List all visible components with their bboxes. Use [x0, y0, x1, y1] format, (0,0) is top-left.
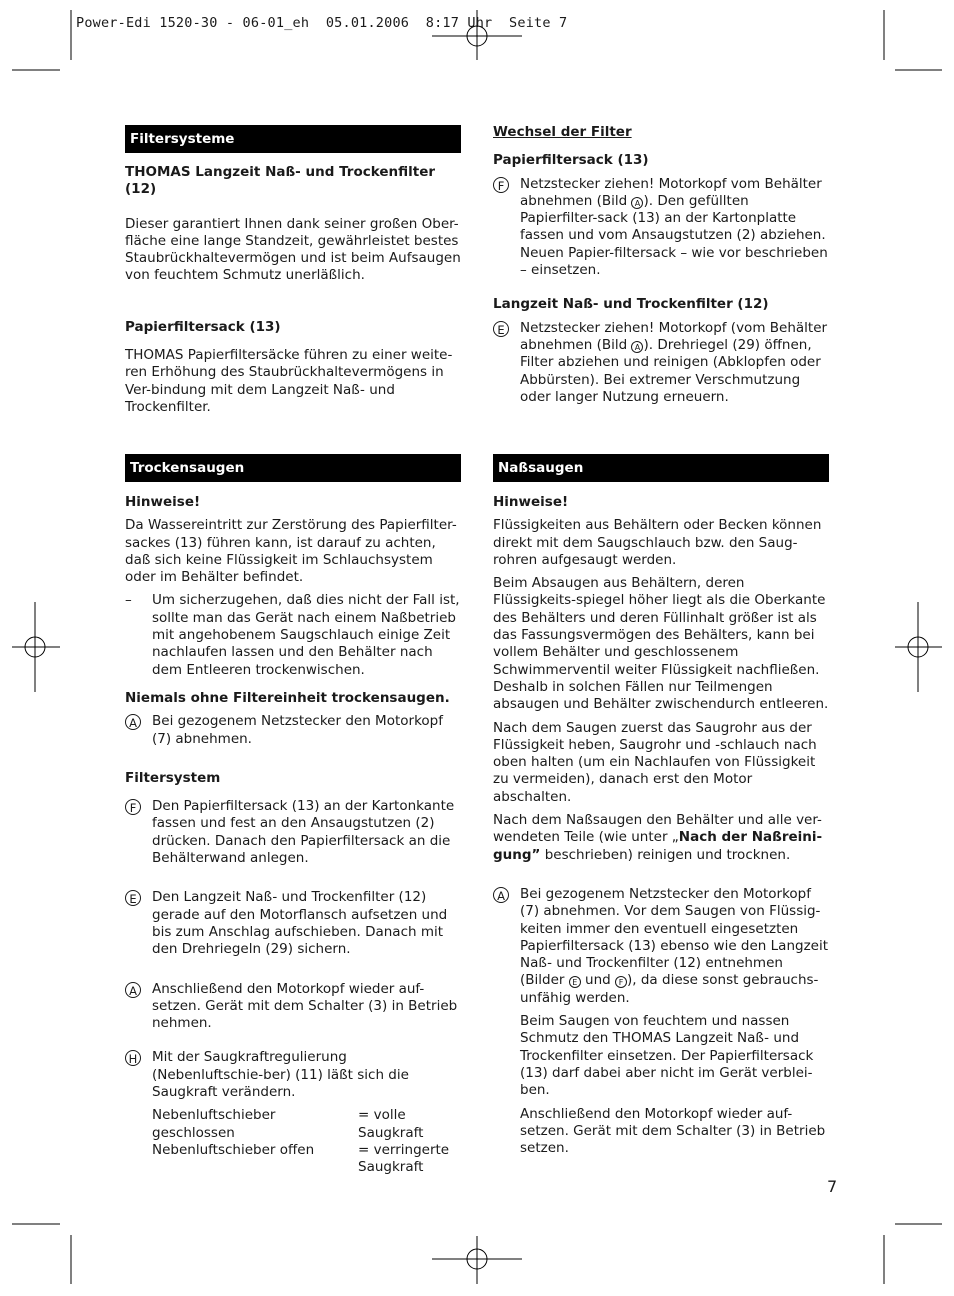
step-text: Mit der Saugkraftregulierung (Nebenluftschie-ber) (11) läßt sich die Saugkraft verändern. [152, 1049, 409, 1101]
step-text: ). Drehriegel (29) öffnen, Filter abziehen und reinigen (Abklopfen oder Abbürsten). Bei extremer Verschmutzung oder langer Nutzung erneuern. [520, 336, 821, 405]
step-text: ), da diese sonst gebrauchs-unfähig werden. [520, 972, 819, 1006]
table-row [152, 1142, 461, 1177]
figure-ref-a: A [125, 714, 141, 730]
paragraph-bold-ref: Nach der Naßreini-gung” [493, 829, 823, 863]
paragraph-text: beschrieben) reinigen und trocknen. [540, 846, 791, 863]
trockensaugen-section [125, 454, 461, 1177]
step-f-papierfiltersack [493, 176, 829, 280]
section-bar-trockensaugen: Trockensaugen [125, 454, 461, 482]
figure-ref-e-inline: E [569, 976, 581, 988]
step-a-motorkopf-abnehmen [125, 713, 461, 748]
heading-langzeit-filter: THOMAS Langzeit Naß- und Trockenfilter (12) [125, 164, 436, 198]
saugkraft-table [152, 1107, 461, 1176]
table-value: = verringerte Saugkraft [358, 1141, 450, 1176]
paragraph-absaugen: Beim Absaugen aus Behältern, deren Flüssigkeits-spiegel höher liegt als die Oberkante des Behälters und deren Füllinhalt größer ist als das Fassungsvermögen des Behälters, kann bei vollem Behälter und geschlossenem Schwimmerventil weiter Flüssigkeit nachfließen. Deshalb in solchen Fällen nur Teilmengen absaugen und Behälter zwischendurch entleeren. [493, 575, 829, 713]
step-a-motorkopf-aufsetzen [125, 981, 461, 1033]
step-f-papierfiltersack-einsetzen [125, 798, 461, 867]
paragraph-feuchter-schmutz: Beim Saugen von feuchtem und nassen Schmutz den THOMAS Langzeit Naß- und Trockenfilter einsetzen. Der Papierfiltersack (13) darf dabei aber nicht im Gerät verblei-ben. [520, 1013, 814, 1099]
paragraph-reinigen [493, 812, 829, 864]
step-text: Bei gezogenem Netzstecker den Motorkopf (7) abnehmen. Vor dem Saugen von Flüssig-keiten immer den eventuell eingesetzten Papierfiltersack (13) ebenso wie den Langzeit Naß- und Trockenfilter (12) entnehmen (Bilder [520, 885, 829, 989]
page-number: 7 [827, 1177, 838, 1196]
figure-ref-f: F [493, 177, 509, 193]
table-label: Nebenluftschieber geschlossen [152, 1107, 276, 1141]
section-bar-nasssaugen: Naßsaugen [493, 454, 829, 482]
heading-filtersystem: Filtersystem [125, 769, 221, 786]
nasssaugen-section [493, 454, 829, 1157]
table-label: Nebenluftschieber offen [152, 1141, 315, 1158]
figure-ref-a-inline: A [631, 341, 643, 353]
dash-list-item [125, 592, 461, 678]
paragraph-papierfiltersack: THOMAS Papierfiltersäcke führen zu einer weite-ren Erhöhung des Staubrückhaltevermögens in Ver-bindung mit dem Langzeit Naß- und Trockenfilter. [125, 347, 453, 415]
section-bar-filtersysteme: Filtersysteme [125, 125, 461, 153]
figure-ref-a-inline: A [631, 197, 643, 209]
paragraph-nach-dem-saugen: Nach dem Saugen zuerst das Saugrohr aus der Flüssigkeit heben, Saugrohr und -schlauch nach oben halten (um ein Nachlaufen von Flüssigkeit zu vermeiden), danach erst den Motor abschalten. [493, 719, 817, 805]
figure-ref-a: A [125, 982, 141, 998]
step-a-filter-entnehmen [493, 886, 829, 1007]
step-text: und [580, 972, 616, 989]
step-text: Den Papierfiltersack (13) an der Kartonkante fassen und fest an den Ansaugstutzen (2) drücken. Danach den Papierfiltersack an die Behälterwand anlegen. [152, 798, 455, 867]
heading-papierfiltersack: Papierfiltersack (13) [125, 318, 281, 335]
step-text: Bei gezogenem Netzstecker den Motorkopf (7) abnehmen. [152, 713, 443, 747]
paragraph-fluessigkeiten: Flüssigkeiten aus Behältern oder Becken können direkt mit dem Saugschlauch bzw. den Saug-rohren aufgesaugt werden. [493, 517, 822, 568]
figure-ref-a: A [493, 887, 509, 903]
paragraph-text: Nach dem Naßsaugen den Behälter und alle ver-wendeten Teile (wie unter „ [493, 812, 822, 846]
paragraph-hinweise: Da Wassereintritt zur Zerstörung des Papierfilter-sackes (13) führen kann, ist darauf zu achten, daß sich keine Flüssigkeit im Schlauchsystem oder im Behälter befindet. [125, 517, 457, 586]
step-text: Netzstecker ziehen! Motorkopf vom Behälter abnehmen (Bild [520, 175, 822, 209]
table-value: = volle Saugkraft [358, 1107, 424, 1141]
step-e-langzeitfilter-aufsetzen [125, 889, 461, 958]
filterwechsel-section [493, 124, 829, 406]
dash-text: Um sicherzugehen, daß dies nicht der Fall ist, sollte man das Gerät nach einem Naßbetrieb mit angehobenem Saugschlauch einige Zeit nachlaufen lassen und den Behälter nach dem Entleeren trockenwischen. [152, 592, 460, 678]
step-h-saugkraftregulierung [125, 1049, 461, 1101]
step-text: Anschließend den Motorkopf wieder auf-setzen. Gerät mit dem Schalter (3) in Betrieb nehmen. [152, 980, 458, 1032]
print-slug: Power-Edi 1520-30 - 06-01_eh 05.01.2006 8:17 Uhr Seite 7 [76, 15, 568, 31]
step-text: Den Langzeit Naß- und Trockenfilter (12) gerade auf den Motorflansch aufsetzen und bis zum Anschlag aufschieben. Danach mit den Drehriegeln (29) sichern. [152, 889, 448, 958]
heading-hinweise: Hinweise! [125, 494, 201, 510]
paragraph-motorkopf-aufsetzen: Anschließend den Motorkopf wieder auf-setzen. Gerät mit dem Schalter (3) in Betrieb setzen. [520, 1105, 826, 1157]
step-text: Netzstecker ziehen! Motorkopf (vom Behälter abnehmen (Bild [520, 319, 828, 353]
figure-ref-f-inline: F [615, 976, 627, 988]
figure-ref-f: F [125, 799, 141, 815]
heading-niemals-ohne-filter: Niemals ohne Filtereinheit trockensaugen. [125, 689, 450, 706]
figure-ref-h: H [125, 1050, 141, 1066]
heading-papierfiltersack-wechsel: Papierfiltersack (13) [493, 152, 649, 169]
paragraph-langzeit-filter: Dieser garantiert Ihnen dank seiner großen Ober-fläche eine lange Standzeit, gewährleistet bestes Staubrückhaltevermögen und ist beim Aufsaugen von feuchtem Schmutz unerläßlich. [125, 215, 461, 284]
figure-ref-e: E [493, 321, 509, 337]
heading-langzeit-filter-wechsel: Langzeit Naß- und Trockenfilter (12) [493, 296, 769, 313]
figure-ref-e: E [125, 890, 141, 906]
step-e-langzeitfilter [493, 320, 829, 406]
heading-wechsel-der-filter: Wechsel der Filter [493, 124, 632, 140]
dash-mark: – [125, 592, 132, 609]
table-row [152, 1107, 461, 1142]
filtersysteme-section [125, 125, 461, 416]
heading-hinweise: Hinweise! [493, 494, 569, 510]
step-text: ). Den gefüllten Papierfilter-sack (13) an der Kartonplatte fassen und vom Ansaugstutzen (2) abziehen. Neuen Papier-filtersack – wie vor beschrieben – einsetzen. [520, 192, 828, 279]
